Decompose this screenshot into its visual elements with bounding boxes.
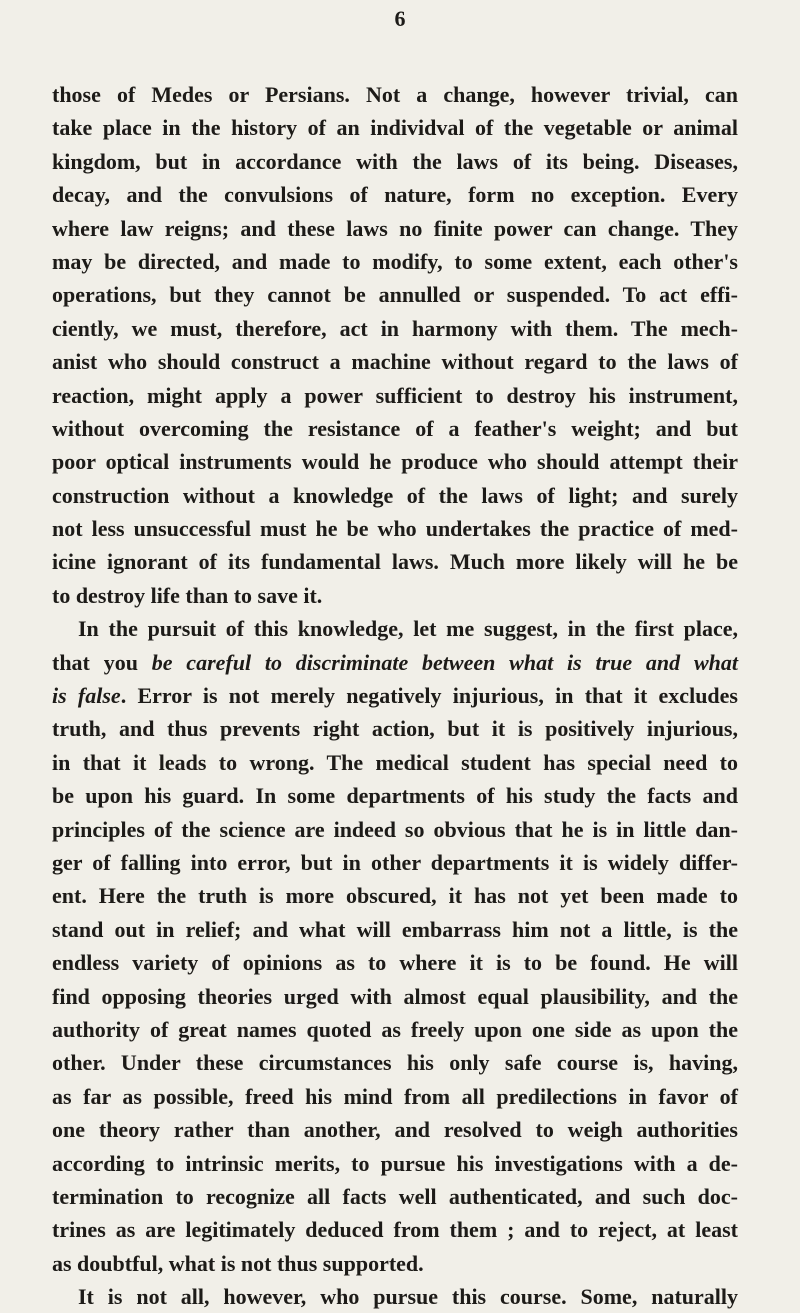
italic-run: is false bbox=[52, 683, 121, 709]
text-line: It is not all, however, who pursue this course. Some, naturally bbox=[78, 1284, 738, 1310]
text-line: to destroy life than to save it. bbox=[52, 582, 323, 608]
page-number: 6 bbox=[394, 6, 406, 31]
text-line: reaction, might apply a power sufficient to destroy his instrument, bbox=[52, 382, 738, 408]
text-line: ent. Here the truth is more obscured, it has not yet been made to bbox=[52, 883, 738, 909]
text-line: where law reigns; and these laws no finite power can change. They bbox=[52, 215, 738, 241]
text-line: without overcoming the resistance of a feather's weight; and but bbox=[52, 415, 738, 441]
text-line: may be directed, and made to modify, to some extent, each other's bbox=[52, 248, 738, 274]
text-line: other. Under these circumstances his only safe course is, having, bbox=[52, 1050, 738, 1076]
text-line: stand out in relief; and what will embarrass him not a little, is the bbox=[52, 916, 738, 942]
text-line: find opposing theories urged with almost equal plausibility, and the bbox=[52, 983, 738, 1009]
text-line: ger of falling into error, but in other departments it is widely differ- bbox=[52, 849, 738, 875]
text-line: according to intrinsic merits, to pursue his investigations with a de- bbox=[52, 1150, 738, 1176]
text-line: not less unsuccessful must he be who undertakes the practice of med- bbox=[52, 516, 738, 542]
text-line-mixed bbox=[52, 679, 738, 712]
text-line: operations, but they cannot be annulled or suspended. To act effi- bbox=[52, 282, 738, 308]
text-line: anist who should construct a machine without regard to the laws of bbox=[52, 349, 738, 375]
text-line: ciently, we must, therefore, act in harmony with them. The mech- bbox=[52, 315, 738, 341]
italic-run: be careful to discriminate between what is true and what bbox=[151, 649, 738, 675]
text-line: In the pursuit of this knowledge, let me suggest, in the first place, bbox=[78, 616, 738, 642]
text-line: authority of great names quoted as freely upon one side as upon the bbox=[52, 1016, 738, 1042]
text-line: trines as are legitimately deduced from them ; and to reject, at least bbox=[52, 1217, 738, 1243]
text-line: as doubtful, what is not thus supported. bbox=[52, 1250, 424, 1276]
text-line: those of Medes or Persians. Not a change, however trivial, can bbox=[52, 82, 738, 107]
text-run: that you bbox=[52, 649, 152, 675]
text-line-mixed bbox=[52, 646, 738, 679]
text-line: decay, and the convulsions of nature, form no exception. Every bbox=[52, 182, 738, 208]
body-text bbox=[52, 78, 738, 1313]
text-line: principles of the science are indeed so obvious that he is in little dan- bbox=[52, 816, 738, 842]
text-line: one theory rather than another, and resolved to weigh authorities bbox=[52, 1117, 738, 1143]
text-line: termination to recognize all facts well authenticated, and such doc- bbox=[52, 1183, 738, 1209]
text-line: kingdom, but in accordance with the laws of its being. Diseases, bbox=[52, 148, 738, 174]
text-line: poor optical instruments would he produce who should attempt their bbox=[52, 449, 738, 475]
text-line: as far as possible, freed his mind from all predilections in favor of bbox=[52, 1083, 738, 1109]
text-run: . Error is not merely negatively injurious, in that it excludes bbox=[120, 683, 738, 709]
text-line: take place in the history of an individval of the vegetable or animal bbox=[52, 115, 738, 141]
text-line: truth, and thus prevents right action, but it is positively injurious, bbox=[52, 716, 738, 742]
text-line: endless variety of opinions as to where it is to be found. He will bbox=[52, 950, 738, 976]
text-line: icine ignorant of its fundamental laws. Much more likely will he be bbox=[52, 549, 738, 575]
text-line: construction without a knowledge of the laws of light; and surely bbox=[52, 482, 738, 508]
text-line: in that it leads to wrong. The medical student has special need to bbox=[52, 749, 738, 775]
text-line: be upon his guard. In some departments of his study the facts and bbox=[52, 783, 738, 809]
